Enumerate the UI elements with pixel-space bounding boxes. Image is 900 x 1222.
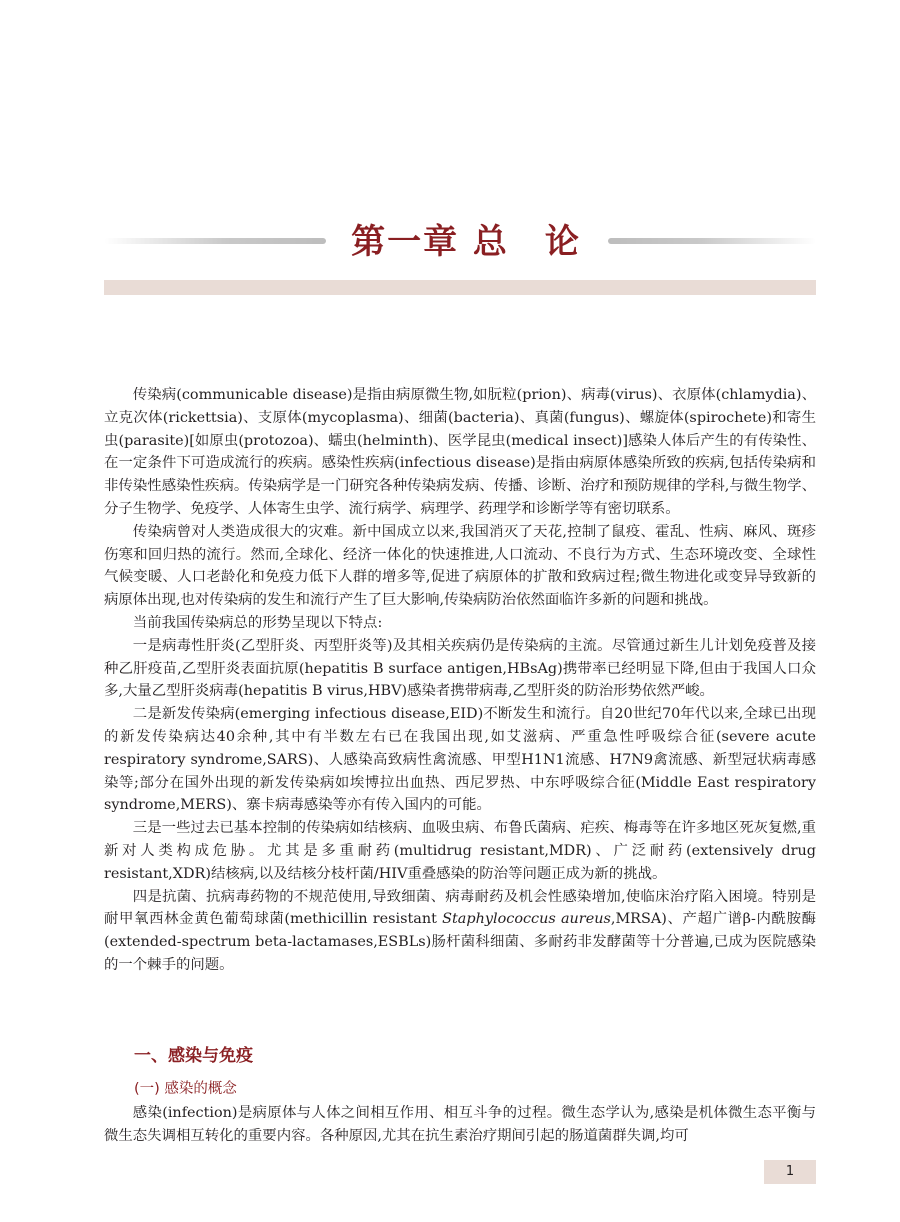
- section-heading: 一、感染与免疫: [134, 1046, 253, 1066]
- header-rule-right: [608, 238, 816, 244]
- text-run: ,MRSA)、产超广谱β-内酰胺酶(extended-spectrum beta-lactamases,ESBLs)肠杆菌科细菌、多耐药非发酵菌等十分普遍,已成为医院感染的一个棘手的问题。: [104, 911, 816, 973]
- paragraph: 感染(infection)是病原体与人体之间相互作用、相互斗争的过程。微生态学认为,感染是机体微生态平衡与微生态失调相互转化的重要内容。各种原因,尤其在抗生素治疗期间引起的肠道菌群失调,均可: [104, 1105, 816, 1144]
- italic-species-name: Staphylococcus aureus: [442, 911, 611, 928]
- text-run: 四是抗菌、抗病毒药物的不规范使用,导致细菌、病毒耐药及机会性感染增加,使临床治疗陷入困境。特别是耐甲氧西林金黄色葡萄球菌(methicillin resistant: [104, 888, 816, 928]
- section-text: [104, 1102, 816, 1148]
- paragraph: 传染病(communicable disease)是指由病原微生物,如朊粒(prion)、病毒(virus)、衣原体(chlamydia)、立克次体(rickettsia)、支原体(mycoplasma)、细菌(bacteria)、真菌(fungus)、螺旋体(spirochete)和寄生虫(parasite)[如原虫(protozoa)、蠕虫(helminth)、医学昆虫(medical insect)]感染人体后产生的有传染性、在一定条件下可造成流行的疾病。感染性疾病(infectious disease)是指由病原体感染所致的疾病,包括传染病和非传染性感染性疾病。传染病学是一门研究各种传染病发病、传播、诊断、治疗和预防规律的学科,与微生物学、分子生物学、免疫学、人体寄生虫学、流行病学、病理学、药理学和诊断学等有密切联系。: [104, 387, 816, 517]
- chapter-title: 第一章 总 论: [351, 222, 581, 262]
- header-rule-left: [104, 238, 326, 244]
- paragraph: 二是新发传染病(emerging infectious disease,EID)不断发生和流行。自20世纪70年代以来,全球已出现的新发传染病达40余种,其中有半数左右已在我国出现,如艾滋病、严重急性呼吸综合征(severe acute respiratory syndrome,SARS)、人感染高致病性禽流感、甲型H1N1流感、H7N9禽流感、新型冠状病毒感染等;部分在国外出现的新发传染病如埃博拉出血热、西尼罗热、中东呼吸综合征(Middle East respiratory syndrome,MERS)、寨卡病毒感染等亦有传入国内的可能。: [104, 706, 816, 814]
- paragraph: 一是病毒性肝炎(乙型肝炎、丙型肝炎等)及其相关疾病仍是传染病的主流。尽管通过新生儿计划免疫普及接种乙肝疫苗,乙型肝炎表面抗原(hepatitis B surface antigen,HBsAg)携带率已经明显下降,但由于我国人口众多,大量乙型肝炎病毒(hepatitis B virus,HBV)感染者携带病毒,乙型肝炎的防治形势依然严峻。: [104, 637, 816, 700]
- page-number: 1: [785, 1164, 795, 1179]
- paragraph: 三是一些过去已基本控制的传染病如结核病、血吸虫病、布鲁氏菌病、疟疾、梅毒等在许多地区死灰复燃,重新对人类构成危胁。尤其是多重耐药(multidrug resistant,MDR)、广泛耐药(extensively drug resistant,XDR)结核病,以及结核分枝杆菌/HIV重叠感染的防治等问题正成为新的挑战。: [104, 820, 816, 882]
- title-band: [104, 280, 816, 295]
- intro-text: [104, 384, 816, 977]
- paragraph: 当前我国传染病总的形势呈现以下特点:: [132, 614, 383, 631]
- section-subheading: (一) 感染的概念: [134, 1081, 237, 1097]
- paragraph: 传染病曾对人类造成很大的灾难。新中国成立以来,我国消灭了天花,控制了鼠疫、霍乱、性病、麻风、斑疹伤寒和回归热的流行。然而,全球化、经济一体化的快速推进,人口流动、不良行为方式、生态环境改变、全球性气候变暖、人口老龄化和免疫力低下人群的增多等,促进了病原体的扩散和致病过程;微生物进化或变异导致新的病原体出现,也对传染病的发生和流行产生了巨大影响,传染病防治依然面临许多新的问题和挑战。: [104, 523, 816, 609]
- paragraph-fourth-point: [104, 886, 816, 977]
- page-number-box: [764, 1160, 816, 1184]
